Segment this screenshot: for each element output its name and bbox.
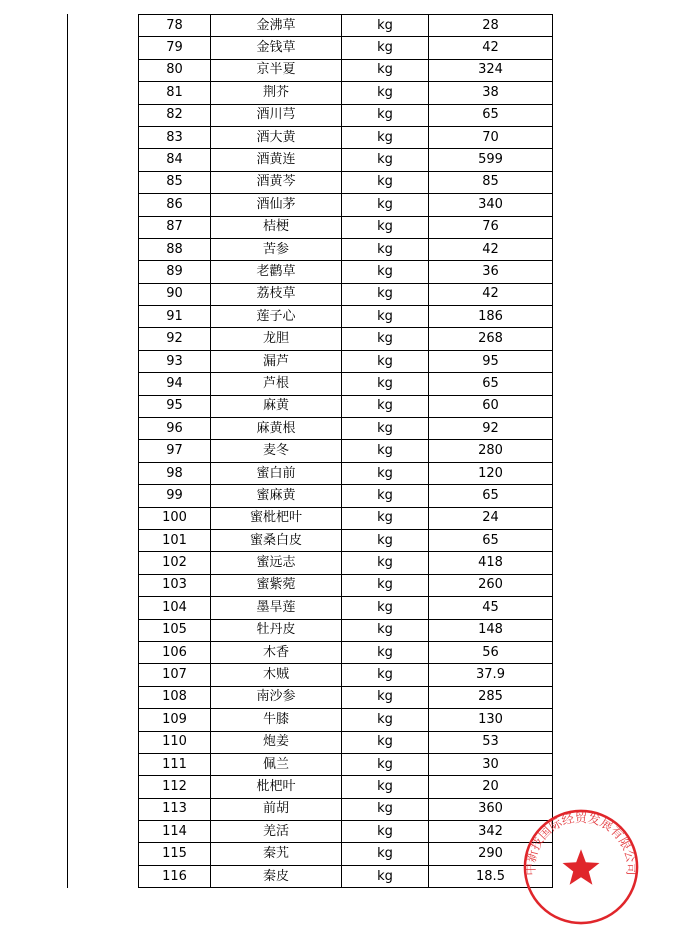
item-unit: kg [342, 149, 429, 171]
item-quantity: 285 [429, 686, 553, 708]
item-unit: kg [342, 328, 429, 350]
item-quantity: 130 [429, 709, 553, 731]
item-quantity: 268 [429, 328, 553, 350]
table-row [139, 664, 553, 686]
item-name: 墨旱莲 [211, 597, 342, 619]
item-unit: kg [342, 753, 429, 775]
item-unit: kg [342, 418, 429, 440]
item-name: 桔梗 [211, 216, 342, 238]
item-name: 麻黄根 [211, 418, 342, 440]
item-unit: kg [342, 664, 429, 686]
item-quantity: 28 [429, 15, 553, 37]
item-quantity: 65 [429, 529, 553, 551]
table-row [139, 462, 553, 484]
table-row [139, 418, 553, 440]
item-name: 莲子心 [211, 306, 342, 328]
item-quantity: 65 [429, 485, 553, 507]
item-unit: kg [342, 395, 429, 417]
item-name: 金沸草 [211, 15, 342, 37]
table-row [139, 238, 553, 260]
item-unit: kg [342, 306, 429, 328]
item-unit: kg [342, 37, 429, 59]
table-row [139, 619, 553, 641]
row-number: 115 [139, 843, 211, 865]
item-quantity: 38 [429, 82, 553, 104]
row-number: 105 [139, 619, 211, 641]
table-row [139, 731, 553, 753]
item-quantity: 340 [429, 194, 553, 216]
item-name: 荔枝草 [211, 283, 342, 305]
item-quantity: 18.5 [429, 865, 553, 887]
item-quantity: 290 [429, 843, 553, 865]
item-unit: kg [342, 59, 429, 81]
item-name: 牡丹皮 [211, 619, 342, 641]
item-name: 酒黄芩 [211, 171, 342, 193]
item-name: 木香 [211, 641, 342, 663]
item-unit: kg [342, 485, 429, 507]
table-row [139, 82, 553, 104]
item-name: 木贼 [211, 664, 342, 686]
table-row [139, 843, 553, 865]
item-quantity: 260 [429, 574, 553, 596]
row-number: 83 [139, 126, 211, 148]
item-unit: kg [342, 440, 429, 462]
row-number: 94 [139, 373, 211, 395]
item-quantity: 95 [429, 350, 553, 372]
item-name: 金钱草 [211, 37, 342, 59]
row-number: 81 [139, 82, 211, 104]
item-name: 南沙参 [211, 686, 342, 708]
item-name: 蜜远志 [211, 552, 342, 574]
items-table-body [139, 15, 553, 888]
row-number: 97 [139, 440, 211, 462]
table-row [139, 709, 553, 731]
table-row [139, 350, 553, 372]
item-quantity: 324 [429, 59, 553, 81]
item-unit: kg [342, 261, 429, 283]
item-unit: kg [342, 171, 429, 193]
item-quantity: 42 [429, 37, 553, 59]
table-row [139, 776, 553, 798]
item-name: 炮姜 [211, 731, 342, 753]
item-unit: kg [342, 238, 429, 260]
item-unit: kg [342, 574, 429, 596]
table-row [139, 574, 553, 596]
item-name: 蜜枇杷叶 [211, 507, 342, 529]
row-number: 89 [139, 261, 211, 283]
row-number: 106 [139, 641, 211, 663]
row-number: 80 [139, 59, 211, 81]
item-quantity: 418 [429, 552, 553, 574]
item-unit: kg [342, 619, 429, 641]
table-row [139, 216, 553, 238]
item-name: 秦皮 [211, 865, 342, 887]
table-row [139, 395, 553, 417]
item-name: 芦根 [211, 373, 342, 395]
item-name: 枇杷叶 [211, 776, 342, 798]
item-quantity: 342 [429, 821, 553, 843]
item-quantity: 65 [429, 104, 553, 126]
row-number: 82 [139, 104, 211, 126]
table-row [139, 306, 553, 328]
row-number: 112 [139, 776, 211, 798]
row-number: 98 [139, 462, 211, 484]
item-name: 蜜桑白皮 [211, 529, 342, 551]
table-row [139, 507, 553, 529]
item-quantity: 360 [429, 798, 553, 820]
item-name: 老鹳草 [211, 261, 342, 283]
row-number: 91 [139, 306, 211, 328]
row-number: 110 [139, 731, 211, 753]
row-number: 79 [139, 37, 211, 59]
left-frame-border [67, 14, 68, 888]
table-row [139, 104, 553, 126]
item-quantity: 76 [429, 216, 553, 238]
table-row [139, 821, 553, 843]
seal-text-path: 中新技国际经贸发展有限公司 [523, 810, 639, 876]
row-number: 78 [139, 15, 211, 37]
item-name: 龙胆 [211, 328, 342, 350]
item-quantity: 60 [429, 395, 553, 417]
item-quantity: 30 [429, 753, 553, 775]
table-row [139, 126, 553, 148]
table-row [139, 753, 553, 775]
row-number: 109 [139, 709, 211, 731]
row-number: 107 [139, 664, 211, 686]
table-row [139, 59, 553, 81]
table-row [139, 641, 553, 663]
item-name: 蜜麻黄 [211, 485, 342, 507]
row-number: 95 [139, 395, 211, 417]
item-unit: kg [342, 709, 429, 731]
row-number: 84 [139, 149, 211, 171]
row-number: 116 [139, 865, 211, 887]
items-table [138, 14, 553, 888]
item-quantity: 20 [429, 776, 553, 798]
item-unit: kg [342, 507, 429, 529]
table-row [139, 798, 553, 820]
table-row [139, 15, 553, 37]
item-quantity: 53 [429, 731, 553, 753]
item-unit: kg [342, 350, 429, 372]
table-row [139, 440, 553, 462]
item-name: 麻黄 [211, 395, 342, 417]
table-row [139, 149, 553, 171]
row-number: 86 [139, 194, 211, 216]
item-unit: kg [342, 731, 429, 753]
table-row [139, 597, 553, 619]
item-quantity: 65 [429, 373, 553, 395]
item-quantity: 92 [429, 418, 553, 440]
table-row [139, 865, 553, 887]
item-quantity: 70 [429, 126, 553, 148]
item-unit: kg [342, 821, 429, 843]
item-quantity: 24 [429, 507, 553, 529]
row-number: 87 [139, 216, 211, 238]
row-number: 108 [139, 686, 211, 708]
row-number: 111 [139, 753, 211, 775]
item-quantity: 42 [429, 238, 553, 260]
item-name: 秦艽 [211, 843, 342, 865]
item-quantity: 280 [429, 440, 553, 462]
item-quantity: 56 [429, 641, 553, 663]
row-number: 92 [139, 328, 211, 350]
item-name: 麦冬 [211, 440, 342, 462]
item-name: 佩兰 [211, 753, 342, 775]
row-number: 100 [139, 507, 211, 529]
row-number: 88 [139, 238, 211, 260]
item-quantity: 186 [429, 306, 553, 328]
item-name: 酒川芎 [211, 104, 342, 126]
item-quantity: 45 [429, 597, 553, 619]
item-unit: kg [342, 126, 429, 148]
star-icon [563, 849, 600, 884]
item-unit: kg [342, 104, 429, 126]
table-row [139, 171, 553, 193]
row-number: 96 [139, 418, 211, 440]
item-quantity: 120 [429, 462, 553, 484]
table-row [139, 37, 553, 59]
item-unit: kg [342, 194, 429, 216]
company-seal [522, 808, 640, 926]
item-unit: kg [342, 597, 429, 619]
row-number: 90 [139, 283, 211, 305]
item-name: 酒黄连 [211, 149, 342, 171]
table-row [139, 373, 553, 395]
item-name: 漏芦 [211, 350, 342, 372]
item-unit: kg [342, 641, 429, 663]
item-name: 牛膝 [211, 709, 342, 731]
table-row [139, 529, 553, 551]
item-name: 酒大黄 [211, 126, 342, 148]
row-number: 103 [139, 574, 211, 596]
row-number: 102 [139, 552, 211, 574]
row-number: 101 [139, 529, 211, 551]
item-name: 荆芥 [211, 82, 342, 104]
item-unit: kg [342, 843, 429, 865]
item-quantity: 36 [429, 261, 553, 283]
item-unit: kg [342, 776, 429, 798]
table-row [139, 283, 553, 305]
item-unit: kg [342, 373, 429, 395]
table-row [139, 485, 553, 507]
item-unit: kg [342, 798, 429, 820]
item-quantity: 148 [429, 619, 553, 641]
item-unit: kg [342, 552, 429, 574]
table-row [139, 686, 553, 708]
item-unit: kg [342, 529, 429, 551]
item-quantity: 85 [429, 171, 553, 193]
row-number: 93 [139, 350, 211, 372]
item-unit: kg [342, 216, 429, 238]
item-unit: kg [342, 462, 429, 484]
table-row [139, 194, 553, 216]
table-row [139, 328, 553, 350]
row-number: 85 [139, 171, 211, 193]
item-unit: kg [342, 865, 429, 887]
item-unit: kg [342, 82, 429, 104]
row-number: 104 [139, 597, 211, 619]
item-name: 蜜紫菀 [211, 574, 342, 596]
item-unit: kg [342, 283, 429, 305]
item-quantity: 599 [429, 149, 553, 171]
table-row [139, 552, 553, 574]
item-name: 羌活 [211, 821, 342, 843]
item-unit: kg [342, 15, 429, 37]
row-number: 114 [139, 821, 211, 843]
item-quantity: 42 [429, 283, 553, 305]
table-row [139, 261, 553, 283]
row-number: 99 [139, 485, 211, 507]
item-name: 京半夏 [211, 59, 342, 81]
item-name: 蜜白前 [211, 462, 342, 484]
item-quantity: 37.9 [429, 664, 553, 686]
item-name: 苦参 [211, 238, 342, 260]
item-name: 前胡 [211, 798, 342, 820]
row-number: 113 [139, 798, 211, 820]
item-name: 酒仙茅 [211, 194, 342, 216]
item-unit: kg [342, 686, 429, 708]
